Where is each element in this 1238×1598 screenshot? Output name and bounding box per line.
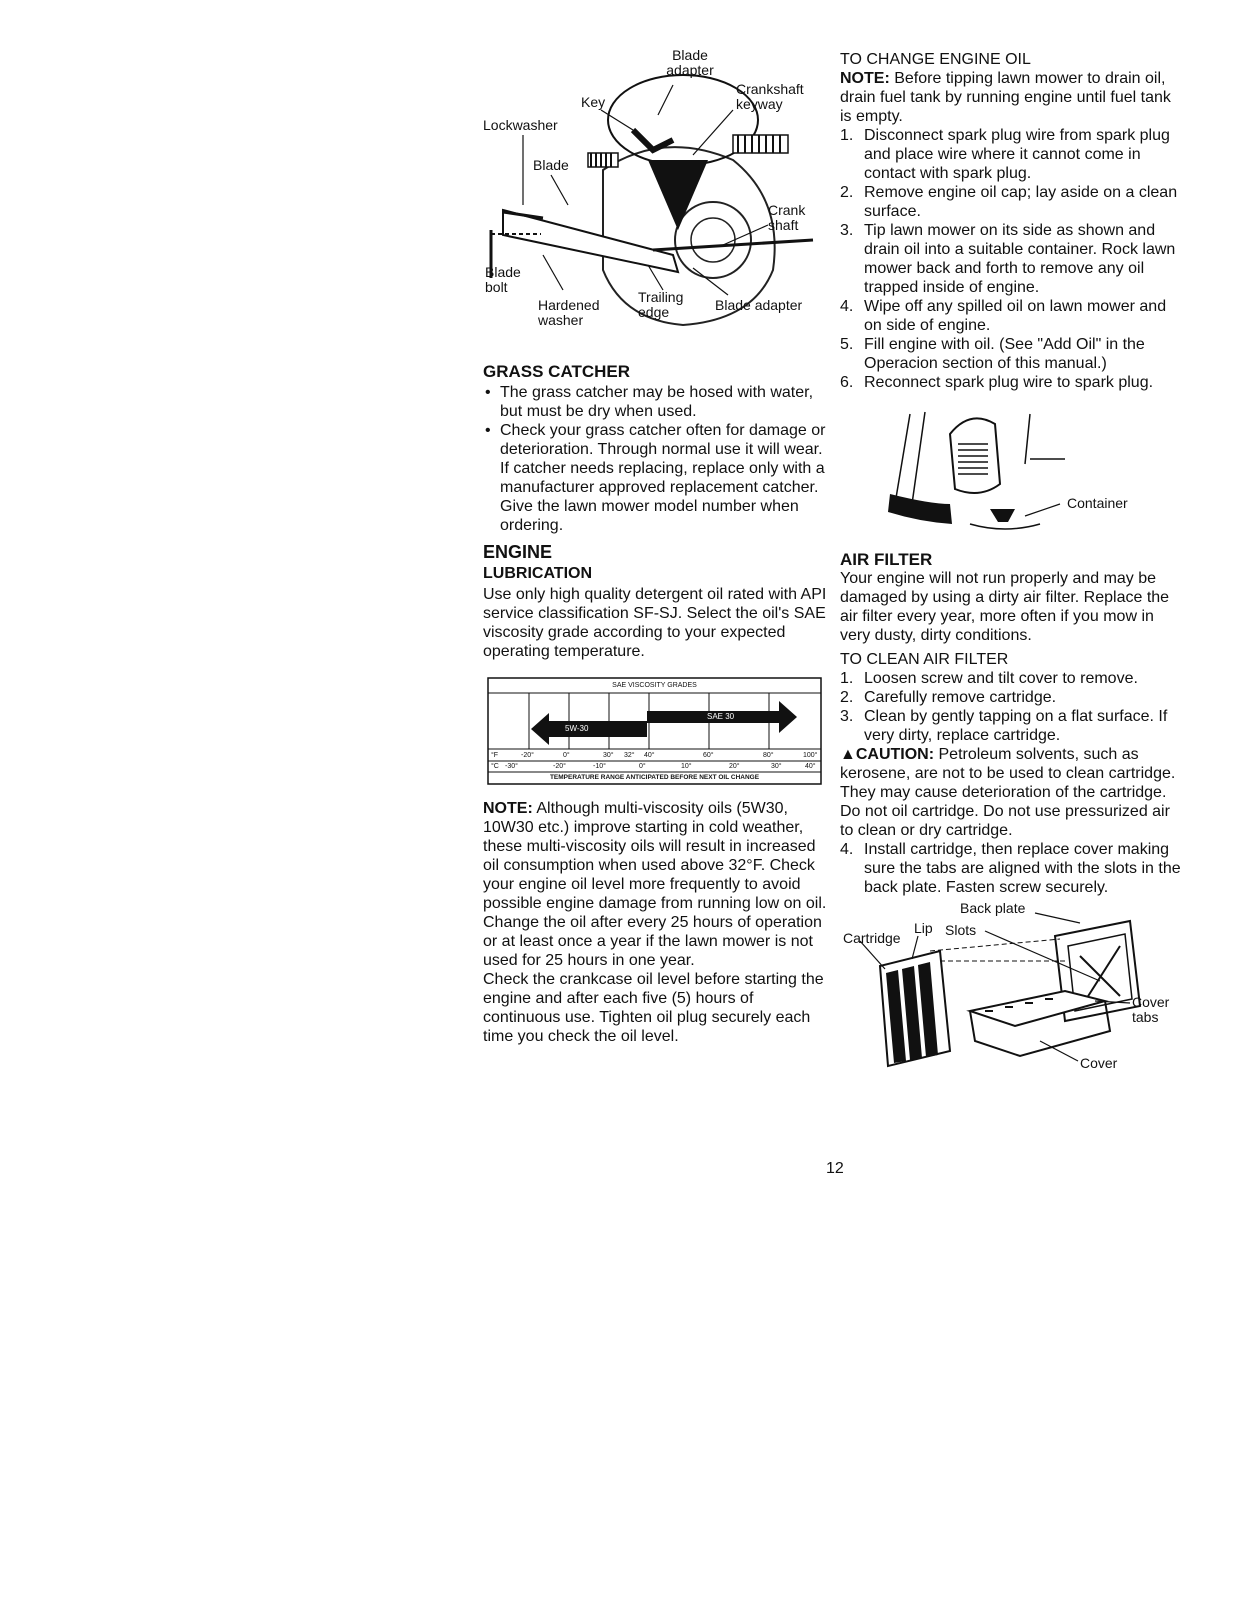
viscosity-bar-5w30: 5W-30 <box>565 724 589 733</box>
air-filter-heading: AIR FILTER <box>840 550 933 569</box>
clean-air-filter-step-4 <box>840 840 1185 897</box>
change-oil-step: 3. Tip lawn mower on its side as shown and drain oil into a suitable container. Rock lawn mower back and forth to remove any oil trapped inside of engine. <box>840 222 1176 296</box>
change-oil-step: 6. Reconnect spark plug wire to spark plug. <box>840 374 1154 391</box>
label-blade-adapter-bottom: Blade adapter <box>715 297 803 313</box>
clean-air-filter-steps <box>840 669 1185 745</box>
caution-icon: ▲ <box>840 746 856 763</box>
c-tick: -30° <box>505 763 518 770</box>
change-oil-step: 1. Disconnect spark plug wire from spark plug and place wire where it cannot come in contact with spark plug. <box>840 127 1170 182</box>
label-blade-bolt: Blade bolt <box>485 264 521 295</box>
label-cover: Cover <box>1080 1055 1118 1071</box>
grass-catcher-bullet-2: • Check your grass catcher often for damage or deterioration. Through normal use it will wear. If catcher needs replacing, replace only with a manufacturer approved replacement catcher. Give the lawn mower model number when ordering. <box>483 421 828 535</box>
grass-catcher-bullet-1: • The grass catcher may be hosed with water, but must be dry when used. <box>483 383 828 421</box>
c-tick: -10° <box>593 763 606 770</box>
c-tick: 40° <box>805 763 816 770</box>
f-tick: -20° <box>521 752 534 759</box>
change-oil-note <box>840 69 1185 126</box>
caution-label: CAUTION: <box>855 746 935 763</box>
label-blade-adapter-top: Blade adapter <box>666 47 714 78</box>
viscosity-f-unit: °F <box>491 752 499 759</box>
oil-check-text: Check the crankcase oil level before starting the engine and after each five (5) hours of continuous use. Tighten oil plug securely each time you check the oil level. <box>483 971 824 1045</box>
c-tick: 20° <box>729 763 740 770</box>
label-hardened-washer: Hardened washer <box>538 297 600 328</box>
f-tick: 32° <box>624 752 635 759</box>
f-tick: 80° <box>763 752 774 759</box>
oil-drain-figure <box>840 404 1185 544</box>
change-oil-step: 2. Remove engine oil cap; lay aside on a clean surface. <box>840 184 1178 220</box>
label-slots: Slots <box>945 922 977 938</box>
c-tick: 10° <box>681 763 692 770</box>
label-back-plate: Back plate <box>960 900 1026 916</box>
oil-drain-drawing <box>840 404 1185 544</box>
label-blade: Blade <box>533 157 569 173</box>
c-tick: 0° <box>639 763 646 770</box>
left-column <box>483 40 828 1046</box>
c-tick: 30° <box>771 763 782 770</box>
label-cartridge: Cartridge <box>843 930 901 946</box>
viscosity-bar-sae30: SAE 30 <box>707 712 735 721</box>
change-oil-steps <box>840 126 1185 392</box>
caution-text <box>840 745 1185 840</box>
clean-step: 3. Clean by gently tapping on a flat surface. If very dirty, replace cartridge. <box>840 708 1168 744</box>
grass-catcher-heading: GRASS CATCHER <box>483 362 631 381</box>
sae-viscosity-chart <box>487 677 822 785</box>
label-lip: Lip <box>914 920 933 936</box>
note-label: NOTE: <box>483 800 533 817</box>
note-text: Although multi-viscosity oils (5W30, 10W30 etc.) improve starting in cold weather, these multi-viscosity oils will result in increased oil consumption when used above 32°F. Check your engine oil level more frequently to avoid possible engine damage from running low on oil. <box>483 800 827 912</box>
caution-body: Petroleum solvents, such as kerosene, are not to be used to clean cartridge. They may cause deterioration of the cartridge. Do not oil cartridge. Do not use pressurized air to clean or dry cartridge. <box>840 746 1176 839</box>
blade-assembly-figure <box>483 40 828 340</box>
lubrication-heading: LUBRICATION <box>483 565 593 582</box>
change-oil-note-label: NOTE: <box>840 70 890 87</box>
change-oil-note-text: Before tipping lawn mower to drain oil, drain fuel tank by running engine until fuel tank is empty. <box>840 70 1171 125</box>
label-key: Key <box>581 94 606 110</box>
viscosity-c-unit: °C <box>491 763 499 770</box>
label-lockwasher: Lockwasher <box>483 117 558 133</box>
f-tick: 30° <box>603 752 614 759</box>
f-tick: 100° <box>803 752 818 759</box>
label-cover-tabs: Cover tabs <box>1132 994 1170 1025</box>
change-oil-step: 4. Wipe off any spilled oil on lawn mower and on side of engine. <box>840 298 1167 334</box>
f-tick: 0° <box>563 752 570 759</box>
air-filter-figure <box>840 901 1185 1076</box>
lubrication-text: Use only high quality detergent oil rated with API service classification SF-SJ. Select the oil's SAE viscosity grade according to your expected operating temperature. <box>483 586 827 660</box>
c-tick: -20° <box>553 763 566 770</box>
change-oil-heading: TO CHANGE ENGINE OIL <box>840 51 1031 68</box>
label-crank-shaft: Crank shaft <box>768 202 806 233</box>
oil-change-text: Change the oil after every 25 hours of operation or at least once a year if the lawn mower is not used for 25 hours in one year. <box>483 914 822 969</box>
right-column <box>840 50 1185 1076</box>
viscosity-title: SAE VISCOSITY GRADES <box>612 682 697 689</box>
clean-step: 4. Install cartridge, then replace cover making sure the tabs are aligned with the slots in the back plate. Fasten screw securely. <box>840 841 1181 896</box>
clean-step: 2. Carefully remove cartridge. <box>840 689 1057 706</box>
viscosity-footer: TEMPERATURE RANGE ANTICIPATED BEFORE NEXT OIL CHANGE <box>549 774 760 781</box>
page-number: 12 <box>826 1160 844 1177</box>
change-oil-step: 5. Fill engine with oil. (See "Add Oil" in the Operacion section of this manual.) <box>840 336 1145 372</box>
label-container: Container <box>1067 495 1128 511</box>
engine-heading: ENGINE <box>483 542 553 562</box>
grass-catcher-list <box>483 383 828 535</box>
clean-air-filter-heading: TO CLEAN AIR FILTER <box>840 651 1009 668</box>
clean-step: 1. Loosen screw and tilt cover to remove. <box>840 670 1138 687</box>
label-trailing-edge: Trailing edge <box>638 289 684 320</box>
air-filter-text: Your engine will not run properly and may be damaged by using a dirty air filter. Replace the air filter every year, more often if you mow in very dusty, dirty conditions. <box>840 570 1170 644</box>
air-filter-drawing <box>840 901 1185 1076</box>
f-tick: 60° <box>703 752 714 759</box>
label-crankshaft-keyway: Crankshaft keyway <box>736 81 804 112</box>
multi-viscosity-note <box>483 799 828 913</box>
f-tick: 40° <box>644 752 655 759</box>
